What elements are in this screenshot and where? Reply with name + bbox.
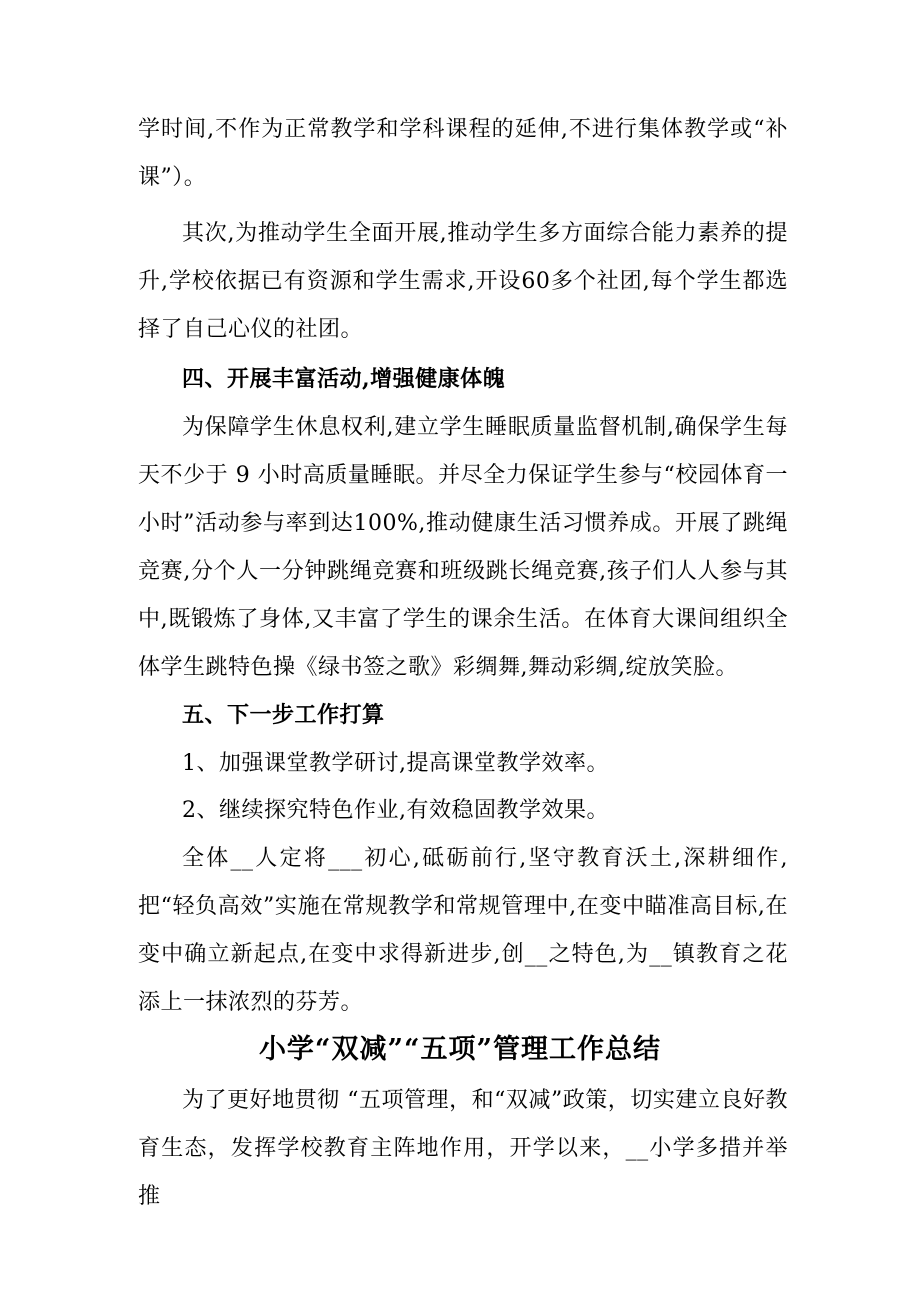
paragraph-after-school-time: 学时间,不作为正常教学和学科课程的延伸,不进行集体教学或“补课”）。 <box>138 117 788 190</box>
paragraph-intro: 为了更好地贯彻 “五项管理，和“双减”政策，切实建立良好教育生态，发挥学校教育主阵地作用，开学以来，__小学多措并举推 <box>138 1088 788 1209</box>
paragraph-clubs: 其次,为推动学生全面开展,推动学生多方面综合能力素养的提升,学校依据已有资源和学生需求,开设60多个社团,每个学生都选择了自己心仪的社团。 <box>138 221 788 342</box>
paragraph-sleep-and-sports: 为保障学生休息权利,建立学生睡眠质量监督机制,确保学生每天不少于 9 小时高质量睡眠。并尽全力保证学生参与“校园体育一小时”活动参与率到达100%,推动健康生活习惯养成。开展了跳绳竞赛,分个人一分钟跳绳竞赛和班级跳长绳竞赛,孩子们人人参与其中,既锻炼了身体,又丰富了学生的课余生活。在体育大课间组织全体学生跳特色操《绿书签之歌》彩绸舞,舞动彩绸,绽放笑脸。 <box>138 415 788 680</box>
list-item-featured-homework: 2、继续探究特色作业,有效稳固教学效果。 <box>182 798 609 823</box>
paragraph-closing: 全体__人定将___初心,砥砺前行,坚守教育沃土,深耕细作,把“轻负高效”实施在常规教学和常规管理中,在变中瞄准高目标,在变中确立新起点,在变中求得新进步,创__之特色,为__镇教育之花添上一抹浓烈的芬芳。 <box>138 846 788 1015</box>
section-heading-next-steps: 五、下一步工作打算 <box>182 702 385 728</box>
list-item-classroom-research: 1、加强课堂教学研讨,提高课堂教学效率。 <box>182 751 609 776</box>
document-title: 小学“双减”“五项”管理工作总结 <box>258 1034 662 1065</box>
section-heading-activities: 四、开展丰富活动,增强健康体魄 <box>182 366 506 392</box>
